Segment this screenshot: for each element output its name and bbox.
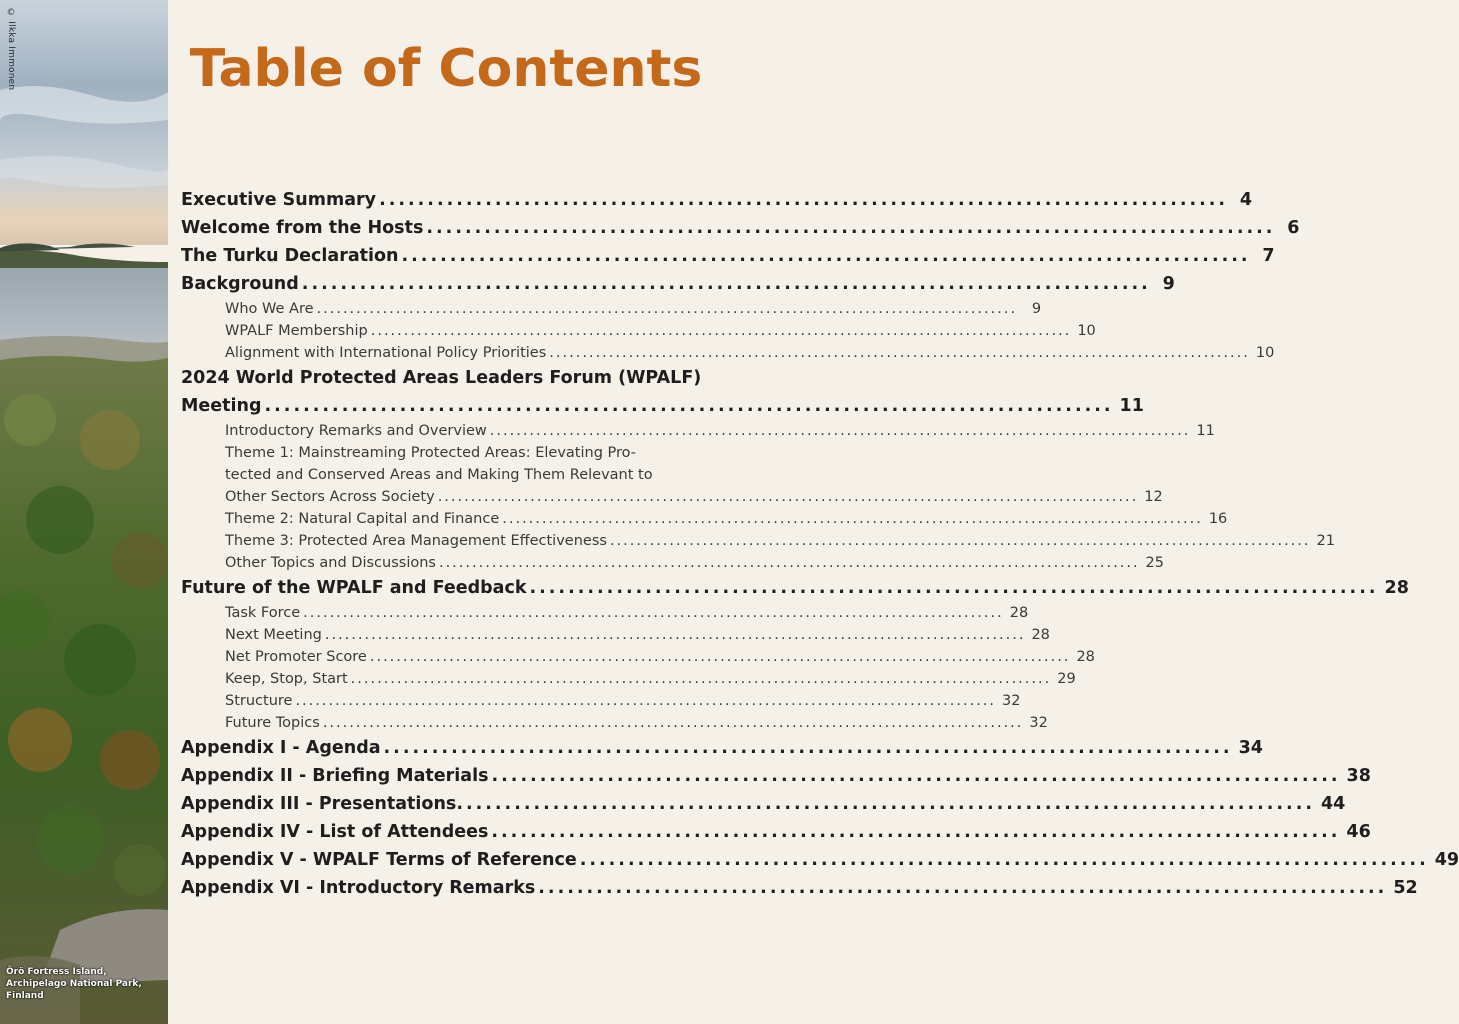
toc-subentry-theme2[interactable] (181, 508, 1228, 530)
toc-subentry-future-topics[interactable] (181, 712, 1048, 734)
cover-photo (0, 0, 168, 1024)
toc-leader-dots: .......................................................................................................... (316, 301, 1018, 317)
toc-entry-executive-summary[interactable] (181, 186, 1253, 214)
toc-subentry-theme1[interactable] (181, 486, 1163, 508)
toc-page-number: 11 (1196, 423, 1215, 439)
toc-entry-appendix-5[interactable] (181, 846, 1459, 874)
toc-leader-dots: .......................................................................................................... (489, 423, 1191, 439)
toc-leader-dots: ........................................................................................ (301, 274, 1151, 294)
toc-subentry-who-we-are[interactable] (181, 298, 1042, 320)
toc-leader-dots: ........................................................................................ (579, 850, 1429, 870)
toc-entry-appendix-2[interactable] (181, 762, 1371, 790)
toc-entry-label: Meeting (181, 396, 262, 416)
toc-page-number: 16 (1208, 511, 1228, 527)
toc-page-number: 52 (1393, 878, 1418, 898)
toc-entry-appendix-3[interactable] (181, 790, 1346, 818)
table-of-contents (181, 186, 1459, 902)
toc-page-number: 44 (1321, 794, 1346, 814)
toc-page-number: 32 (1002, 693, 1021, 709)
toc-leader-dots: .......................................................................................................... (350, 671, 1052, 687)
toc-entry-label: Other Sectors Across Society (225, 489, 435, 505)
toc-entry-label: Who We Are (225, 301, 314, 317)
toc-subentry-task-force[interactable] (181, 602, 1029, 624)
toc-leader-dots: .......................................................................................................... (369, 649, 1071, 665)
toc-page-number: 10 (1077, 323, 1096, 339)
toc-entry-future[interactable] (181, 574, 1409, 602)
toc-page-number: 34 (1238, 738, 1263, 758)
toc-leader-dots: .......................................................................................................... (609, 533, 1311, 549)
toc-subentry-theme1-line2[interactable]: tected and Conserved Areas and Making Them Relevant to (225, 467, 653, 483)
toc-leader-dots: ........................................................................................ (491, 822, 1341, 842)
toc-entry-welcome[interactable] (181, 214, 1300, 242)
toc-page-number: 32 (1029, 715, 1048, 731)
toc-entry-label: Appendix IV - List of Attendees (181, 822, 489, 842)
toc-entry-label: Appendix II - Briefing Materials (181, 766, 489, 786)
toc-entry-label: Appendix V - WPALF Terms of Reference (181, 850, 577, 870)
toc-entry-appendix-6[interactable] (181, 874, 1418, 902)
toc-page-number: 28 (1384, 578, 1409, 598)
toc-leader-dots: .......................................................................................................... (322, 715, 1024, 731)
toc-entry-label: The Turku Declaration (181, 246, 399, 266)
toc-page-number: 28 (1031, 627, 1050, 643)
toc-entry-label: Executive Summary (181, 190, 377, 210)
toc-page-number: 38 (1346, 766, 1371, 786)
toc-entry-turku-declaration[interactable] (181, 242, 1275, 270)
toc-leader-dots: .......................................................................................................... (502, 511, 1203, 527)
toc-subentry-keep-stop-start[interactable] (181, 668, 1076, 690)
toc-page-number: 46 (1346, 822, 1371, 842)
toc-entry-appendix-1[interactable] (181, 734, 1263, 762)
toc-subentry-intro-remarks[interactable] (181, 420, 1215, 442)
page-title: Table of Contents (189, 39, 703, 99)
toc-entry-label: Next Meeting (225, 627, 322, 643)
toc-leader-dots: ........................................................................................ (264, 396, 1114, 416)
toc-page-number: 9 (1031, 301, 1042, 317)
toc-leader-dots: ........................................................................................ (401, 246, 1251, 266)
toc-leader-dots: .......................................................................................................... (303, 605, 1004, 621)
toc-subentry-alignment[interactable] (181, 342, 1275, 364)
toc-entry-label: Background (181, 274, 299, 294)
toc-subentry-structure[interactable] (181, 690, 1021, 712)
toc-page-number: 10 (1255, 345, 1275, 361)
toc-leader-dots: .......................................................................................................... (549, 345, 1250, 361)
toc-entry-label: Appendix III - Presentations. (181, 794, 463, 814)
toc-entry-label: Structure (225, 693, 293, 709)
toc-page-number: 21 (1316, 533, 1335, 549)
toc-page-number: 28 (1076, 649, 1095, 665)
toc-leader-dots: ........................................................................................ (426, 218, 1276, 238)
toc-leader-dots: ........................................................................................ (491, 766, 1341, 786)
photo-credit: © Ilkka Immonen (6, 8, 16, 91)
toc-leader-dots: .......................................................................................................... (437, 489, 1139, 505)
toc-entry-label: Theme 3: Protected Area Management Effectiveness (225, 533, 607, 549)
toc-entry-label: Theme 2: Natural Capital and Finance (225, 511, 500, 527)
toc-page-number: 4 (1239, 190, 1253, 210)
toc-page-number: 11 (1119, 396, 1144, 416)
toc-subentry-next-meeting[interactable] (181, 624, 1050, 646)
toc-subentry-nps[interactable] (181, 646, 1095, 668)
photo-caption: Örö Fortress Island, Archipelago National Park, Finland (6, 967, 142, 1001)
toc-entry-label: Appendix VI - Introductory Remarks (181, 878, 536, 898)
toc-page-number: 25 (1145, 555, 1164, 571)
landscape-illustration (0, 0, 168, 1024)
toc-page-number: 49 (1434, 850, 1459, 870)
toc-entry-label: Welcome from the Hosts (181, 218, 424, 238)
toc-page-number: 28 (1009, 605, 1029, 621)
toc-entry-label: Keep, Stop, Start (225, 671, 348, 687)
toc-entry-label: Appendix I - Agenda (181, 738, 381, 758)
toc-entry-meeting[interactable] (181, 392, 1144, 420)
toc-page-number: 9 (1162, 274, 1175, 294)
toc-entry-label: Alignment with International Policy Priorities (225, 345, 547, 361)
toc-subentry-other-topics[interactable] (181, 552, 1164, 574)
toc-entry-label: Future Topics (225, 715, 320, 731)
toc-page-number: 12 (1144, 489, 1163, 505)
toc-page-number: 6 (1287, 218, 1300, 238)
toc-leader-dots: ........................................................................................ (538, 878, 1388, 898)
toc-leader-dots: ........................................................................................ (465, 794, 1315, 814)
toc-page-number: 7 (1262, 246, 1275, 266)
toc-entry-meeting-line1[interactable]: 2024 World Protected Areas Leaders Forum (WPALF) (181, 368, 702, 388)
toc-leader-dots: .......................................................................................................... (324, 627, 1026, 643)
toc-entry-label: Net Promoter Score (225, 649, 367, 665)
toc-leader-dots: .......................................................................................................... (438, 555, 1140, 571)
toc-entry-label: Introductory Remarks and Overview (225, 423, 487, 439)
toc-page-number: 29 (1057, 671, 1076, 687)
toc-subentry-membership[interactable] (181, 320, 1096, 342)
toc-leader-dots: ........................................................................................ (383, 738, 1233, 758)
toc-entry-label: Task Force (225, 605, 301, 621)
toc-leader-dots: ........................................................................................ (379, 190, 1229, 210)
toc-leader-dots: .......................................................................................................... (370, 323, 1072, 339)
toc-leader-dots: ........................................................................................ (529, 578, 1379, 598)
toc-subentry-theme1-line1[interactable]: Theme 1: Mainstreaming Protected Areas: Elevating Pro- (225, 445, 637, 461)
toc-entry-background[interactable] (181, 270, 1175, 298)
toc-entry-appendix-4[interactable] (181, 818, 1371, 846)
toc-entry-label: Other Topics and Discussions (225, 555, 436, 571)
toc-entry-label: Future of the WPALF and Feedback (181, 578, 527, 598)
toc-leader-dots: .......................................................................................................... (295, 693, 997, 709)
toc-subentry-theme3[interactable] (181, 530, 1335, 552)
toc-entry-label: WPALF Membership (225, 323, 368, 339)
